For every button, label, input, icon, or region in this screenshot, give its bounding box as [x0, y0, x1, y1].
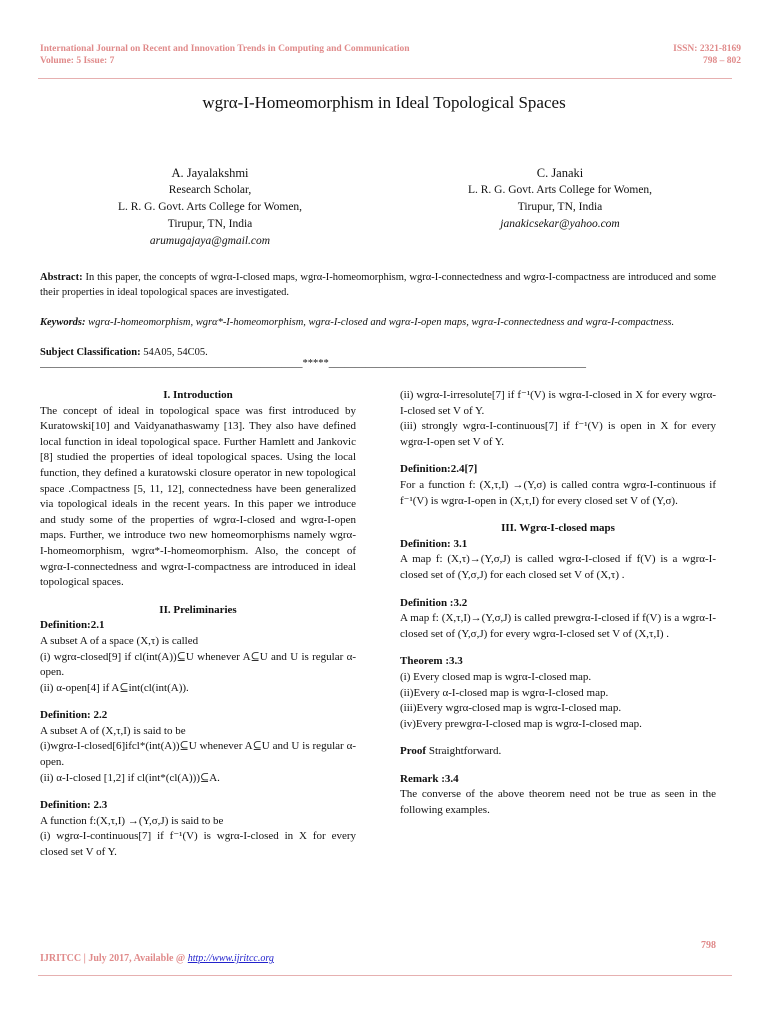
page-range: 798 – 802: [703, 56, 741, 66]
author-2-name: C. Janaki: [536, 166, 584, 180]
definition-3-2-text: A map f: (X,τ,I)→(Y,σ,J) is called prewgrα-I-closed if f(V) is a wgrα-I-closed set of (Y,σ,J) for every wgrα-I-closed set V of (X,τ,I) .: [400, 612, 716, 640]
theorem-3-3-line: (ii)Every α-I-closed map is wgrα-I-closed map.: [400, 686, 609, 699]
section-heading-closed-maps: III. Wgrα-I-closed maps: [501, 522, 615, 535]
issn: ISSN: 2321-8169: [673, 44, 741, 54]
header-rule: [38, 78, 732, 79]
paper-title: wgrα-I-Homeomorphism in Ideal Topological Spaces: [202, 93, 566, 112]
author-2-affiliation: L. R. G. Govt. Arts College for Women,: [467, 184, 653, 196]
definition-2-3-line: (i) wgrα-I-continuous[7] if f⁻¹(V) is wgrα-I-closed in X for every closed set V of Y.: [40, 830, 356, 859]
definition-2-1-line: (ii) α-open[4] if A⊆int(cl(int(A)).: [40, 681, 189, 694]
abstract: [40, 270, 716, 300]
author-1-email: arumugajaya@gmail.com: [149, 235, 271, 247]
definition-2-1-line: A subset A of a space (X,τ) is called: [40, 634, 199, 647]
definition-2-2-title: Definition: 2.2: [40, 709, 108, 722]
author-1: [60, 165, 360, 250]
author-1-city: Tirupur, TN, India: [167, 218, 253, 230]
introduction-text: The concept of ideal in topological space was first introduced by Kuratowski[10] and Vaidyanathaswamy [13]. They also have defined local function in ideal topological space. Further Hamlett and Jankovic [8] studied the properties of ideal topological spaces. Using the local function, they defined a kuratowski closure operator in new topological space .Compactness [5, 11, 12], connectedness have been generalized via topological ideals in the recent years. In this paper we introduce and study some of the properties of wgrα-I-closed and wgrα-I-open maps. Further, we introduce two new homeomorphisms namely wgrα-I-homeomorphism, wgrα*-I-homeomorphism. Also, the concept of wgrα-I-connectedness and wgrα-I-compactness are introduced in ideal topological spaces.: [40, 404, 356, 589]
definition-2-1-title: Definition:2.1: [40, 619, 105, 632]
definition-2-2-line: (i)wgrα-I-closed[6]ifcl*(int(A))⊆U whenever A⊆U and U is regular α-open.: [40, 740, 356, 769]
definition-3-1-title: Definition: 3.1: [400, 537, 468, 550]
author-1-affiliation: L. R. G. Govt. Arts College for Women,: [117, 201, 303, 213]
page-number: 798: [701, 940, 716, 951]
subject-text: 54A05, 54C05.: [143, 347, 208, 358]
abstract-label: Abstract:: [40, 272, 83, 283]
definition-2-1-line: (i) wgrα-closed[9] if cl(int(A))⊆U whenever A⊆U and U is regular α-open.: [40, 650, 356, 679]
proof-text: Straightforward.: [426, 745, 502, 758]
subject-label: Subject Classification:: [40, 347, 141, 358]
footer-citation: [40, 953, 274, 964]
author-2: [410, 165, 710, 233]
author-1-role: Research Scholar,: [168, 184, 252, 196]
left-column: [40, 388, 356, 861]
keywords-text: wgrα-I-homeomorphism, wgrα*-I-homeomorphism, wgrα-I-closed and wgrα-I-open maps, wgrα-I-connectedness and wgrα-I-compactness.: [88, 317, 675, 328]
theorem-3-3-title: Theorem :3.3: [400, 655, 463, 668]
footer-rule: [38, 975, 732, 976]
proof-label: Proof: [400, 745, 427, 758]
journal-link[interactable]: http://www.ijritcc.org: [187, 953, 274, 964]
keywords-label: Keywords:: [40, 317, 86, 328]
right-column: [400, 388, 716, 819]
remark-3-4-title: Remark :3.4: [400, 772, 459, 785]
author-2-city: Tirupur, TN, India: [517, 201, 603, 213]
definition-2-4-text: For a function f: (X,τ,I) →(Y,σ) is called contra wgrα-I-continuous if f⁻¹(V) is wgrα-I-open in (X,τ,I) for every closed set V of (Y,σ).: [400, 478, 716, 507]
abstract-text: In this paper, the concepts of wgrα-I-closed maps, wgrα-I-homeomorphism, wgrα-I-connectedness and wgrα-I-compactness are introduced and some their properties in ideal topological spaces are investigated.: [40, 272, 716, 298]
footer-text: IJRITCC | July 2017, Available @: [40, 953, 188, 964]
definition-3-1-text: A map f: (X,τ)→(Y,σ,J) is called wgrα-I-closed if f(V) is a wgrα-I-closed set of (Y,σ,J) for each closed set V of (X,τ) .: [400, 553, 716, 581]
definition-2-4-title: Definition:2.4[7]: [400, 463, 478, 476]
section-heading-introduction: I. Introduction: [163, 389, 233, 401]
theorem-3-3-line: (i) Every closed map is wgrα-I-closed map.: [400, 670, 592, 683]
definition-2-3-title: Definition: 2.3: [40, 799, 108, 812]
definition-2-2-line: (ii) α-I-closed [1,2] if cl(int*(cl(A)))⊆A.: [40, 771, 220, 784]
separator: __________________________________________________*****_________________________________________________: [40, 358, 586, 369]
theorem-3-3-line: (iii)Every wgrα-closed map is wgrα-I-closed map.: [400, 702, 622, 715]
proof: [400, 744, 716, 760]
author-1-name: A. Jayalakshmi: [171, 166, 249, 180]
remark-3-4-text: The converse of the above theorem need not be true as seen in the following examples.: [400, 788, 716, 817]
definition-2-2-line: A subset A of (X,τ,I) is said to be: [40, 724, 186, 737]
definition-3-2-title: Definition :3.2: [400, 596, 468, 609]
author-2-email: janakicsekar@yahoo.com: [500, 218, 620, 230]
section-heading-preliminaries: II. Preliminaries: [159, 603, 237, 616]
definition-2-3-line: (ii) wgrα-I-irresolute[7] if f⁻¹(V) is wgrα-I-closed in X for every wgrα-I-closed set V of Y.: [400, 389, 716, 417]
journal-name: International Journal on Recent and Innovation Trends in Computing and Communication: [40, 44, 410, 54]
definition-2-3-line: (iii) strongly wgrα-I-continuous[7] if f⁻¹(V) is open in X for every wgrα-I-open set V of Y.: [400, 420, 716, 448]
theorem-3-3-line: (iv)Every prewgrα-I-closed map is wgrα-I-closed map.: [400, 717, 642, 730]
keywords: [40, 315, 716, 330]
definition-2-3-line: A function f:(X,τ,I) →(Y,σ,J) is said to be: [40, 814, 224, 827]
volume-issue: Volume: 5 Issue: 7: [40, 56, 115, 66]
